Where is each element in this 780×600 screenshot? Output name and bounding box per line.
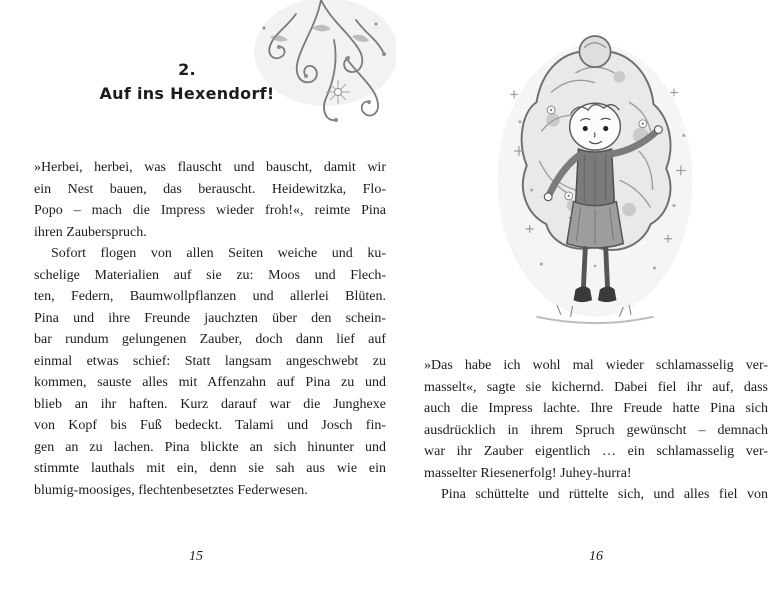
text-line: Sofort flogen von allen Seiten weiche und ku-: [51, 246, 386, 261]
witch-girl-icon: [480, 34, 710, 346]
text-line: ten, Federn, Baumwollpflanzen und allerlei Blüten.: [34, 289, 386, 304]
text-line: »Das habe ich wohl mal wieder schlamasselig ver-: [424, 358, 768, 373]
right-page-text: [424, 355, 768, 506]
text-line: war ihr Zauber eigentlich … ein schlamasselig ver-: [424, 444, 768, 459]
text-line: ihren Zauberspruch.: [34, 224, 147, 240]
text-line: von Kopf bis Fuß bedeckt. Talami und Josch fin-: [34, 418, 386, 433]
text-line: ausdrücklich in ihrem Spruch gewünscht – demnach: [424, 422, 768, 438]
text-line: kommen, sauste alles mit Affenzahn auf Pina zu und: [34, 375, 386, 390]
page-number-left: 15: [189, 549, 203, 564]
text-line: masselter Riesenerfolg! Juhey-hurra!: [424, 465, 632, 481]
text-line: masselt«, sagte sie kichernd. Dabei fiel ihr auf, dass: [424, 379, 768, 395]
chapter-title: Auf ins Hexendorf!: [99, 84, 275, 103]
text-line: Pina schüttelte und rüttelte sich, und alles fiel von: [441, 487, 768, 502]
text-line: blumig-moosiges, flechtenbesetztes Federwesen.: [34, 482, 308, 498]
chapter-heading: [14, 60, 360, 103]
text-line: »Herbei, herbei, was flauscht und bauscht, damit wir: [34, 160, 386, 175]
text-line: ein Nest bauen, das berauscht. Heidewitzka, Flo-: [34, 181, 386, 197]
text-line: Popo – mach die Impress wieder froh!«, reimte Pina: [34, 203, 386, 218]
text-line: gen an zu lachen. Pina blickte an sich hinunter und: [34, 439, 386, 455]
text-line: einmal etwas schief: Statt langsam angeschwebt zu: [34, 353, 386, 369]
text-line: bar rundum gelungenen Zauber, doch dann lief auf: [34, 332, 386, 347]
witch-illustration: [480, 34, 710, 346]
text-line: blieb an ihr haften. Kurz darauf war die Junghexe: [34, 396, 386, 412]
text-line: auch die Impress lachte. Ihre Freude hatte Pina sich: [424, 401, 768, 416]
chapter-number: 2.: [178, 60, 196, 79]
text-line: Pina und ihre Freunde jauchzten über den schein-: [34, 310, 386, 326]
text-line: stimmte lauthals mit ein, denn sie sah aus wie ein: [34, 461, 386, 476]
text-line: schelige Materialien auf sie zu: Moos und Flech-: [34, 267, 386, 283]
left-page-text: [34, 157, 386, 501]
page-number-right: 16: [589, 549, 603, 564]
